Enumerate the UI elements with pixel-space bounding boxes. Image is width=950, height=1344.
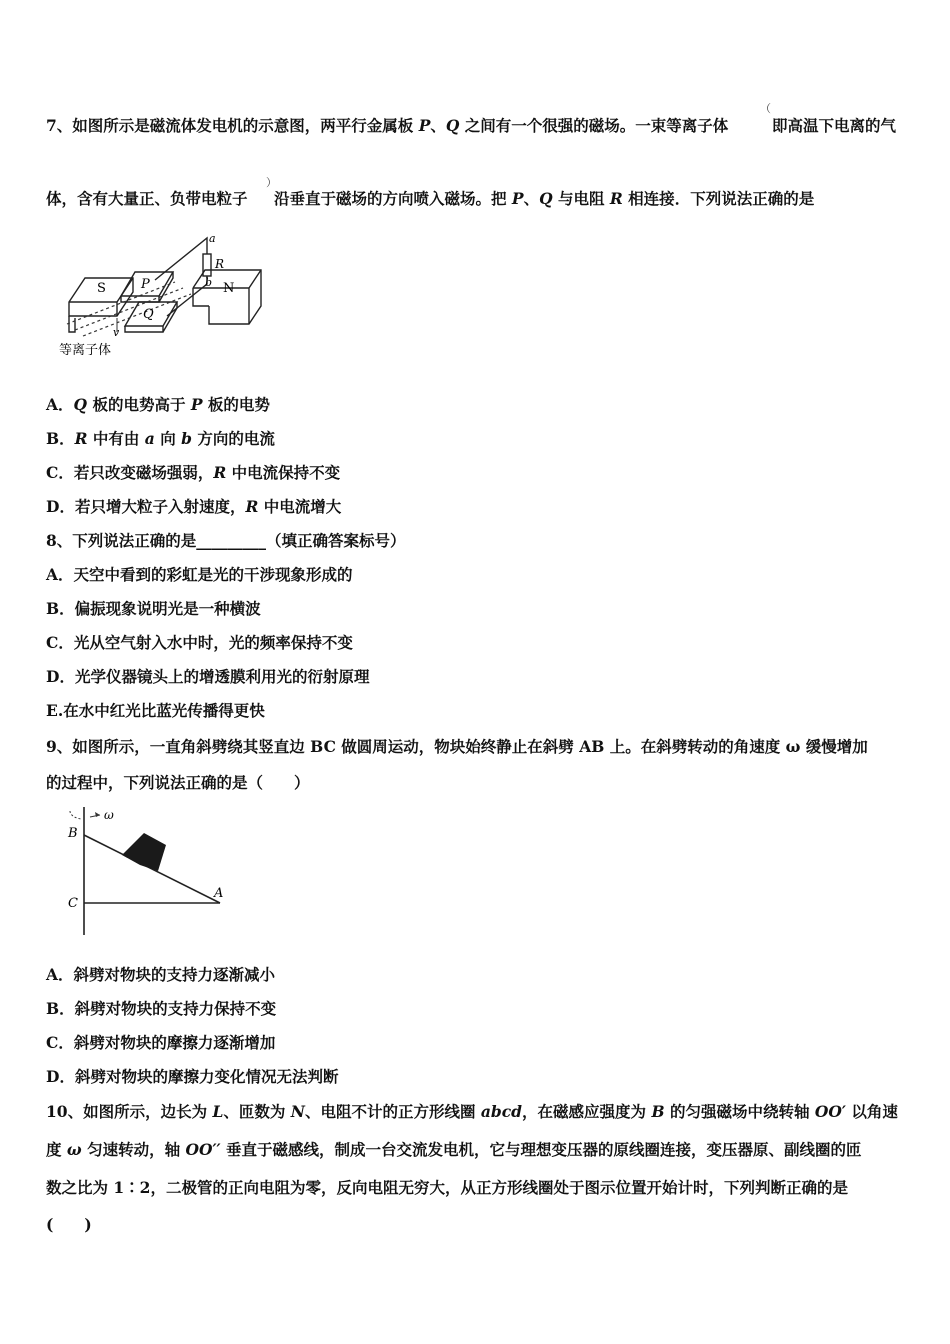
q8-option-c: C．光从空气射入水中时，光的频率保持不变 — [46, 633, 353, 652]
q7-option-a: A．Q 板的电势高于 P 板的电势 — [46, 395, 270, 414]
label-v: v — [113, 326, 120, 339]
q9-stem-line1: 9、如图所示，一直角斜劈绕其竖直边 BC 做圆周运动，物块始终静止在斜劈 AB 上。在斜劈转动的角速度 ω 缓慢增加 — [46, 737, 868, 756]
q8-option-d: D．光学仪器镜头上的增透膜利用光的衍射原理 — [46, 667, 370, 686]
q10-stem-line1: 10、如图所示，边长为 L、匝数为 N、电阻不计的正方形线圈 abcd，在磁感应强度为 B 的匀强磁场中绕转轴 OO′ 以角速 — [46, 1102, 898, 1121]
label-S: S — [97, 281, 106, 296]
wedge-figure — [62, 805, 242, 940]
q9-stem-line2: 的过程中，下列说法正确的是（ ） — [46, 773, 310, 792]
q10-stem-line3: 数之比为 1∶2，二极管的正向电阻为零，反向电阻无穷大，从正方形线圈处于图示位置开始计时，下列判断正确的是 — [46, 1178, 848, 1197]
label-C: C — [68, 896, 78, 911]
label-N: N — [223, 281, 235, 296]
label-a: a — [209, 232, 216, 245]
q7-stem-line2: 体，含有大量正、负带电粒子 — [46, 189, 248, 208]
answer-blank[interactable]: _________ — [196, 531, 267, 550]
label-P: P — [141, 277, 150, 292]
label-B: B — [68, 826, 78, 841]
mhd-generator-figure — [55, 232, 270, 362]
q7-stem-line2-tail: 沿垂直于磁场的方向喷入磁场。把 P、Q 与电阻 R 相连接．下列说法正确的是 — [274, 189, 815, 208]
q10-stem-line2: 度 ω 匀速转动，轴 OO′′ 垂直于磁感线，制成一台交流发电机，它与理想变压器的原线圈连接，变压器原、副线圈的匝 — [46, 1140, 862, 1159]
figure-caption: 等离子体 — [59, 343, 112, 358]
q10-answer-paren: ( ) — [46, 1215, 92, 1234]
q8-option-e: E.在水中红光比蓝光传播得更快 — [46, 701, 265, 720]
q9-option-a: A．斜劈对物块的支持力逐渐减小 — [46, 965, 276, 984]
q9-option-d: D．斜劈对物块的摩擦力变化情况无法判断 — [46, 1067, 339, 1086]
label-b: b — [205, 276, 213, 289]
q7-option-b: B．R 中有由 a 向 b 方向的电流 — [46, 429, 275, 448]
q7-option-c: C．若只改变磁场强弱，R 中电流保持不变 — [46, 463, 341, 482]
label-Q: Q — [143, 307, 154, 322]
q7-stem-line1-tail: 即高温下电离的气 — [772, 116, 897, 135]
q7-close-paren: ） — [266, 176, 277, 189]
q7-open-paren: （ — [760, 102, 771, 115]
label-A: A — [214, 886, 224, 901]
q8-option-b: B．偏振现象说明光是一种横波 — [46, 599, 261, 618]
q8-option-a: A．天空中看到的彩虹是光的干涉现象形成的 — [46, 565, 353, 584]
q9-option-b: B．斜劈对物块的支持力保持不变 — [46, 999, 277, 1018]
label-omega: ω — [104, 808, 114, 822]
q7-option-d: D．若只增大粒子入射速度，R 中电流增大 — [46, 497, 342, 516]
q8-stem: 8、下列说法正确的是_________（填正确答案标号） — [46, 531, 406, 550]
q7-stem-line1: 7、如图所示是磁流体发电机的示意图，两平行金属板 P、Q 之间有一个很强的磁场。一束等离子体 — [46, 116, 729, 135]
q9-option-c: C．斜劈对物块的摩擦力逐渐增加 — [46, 1033, 276, 1052]
label-R: R — [215, 257, 225, 271]
